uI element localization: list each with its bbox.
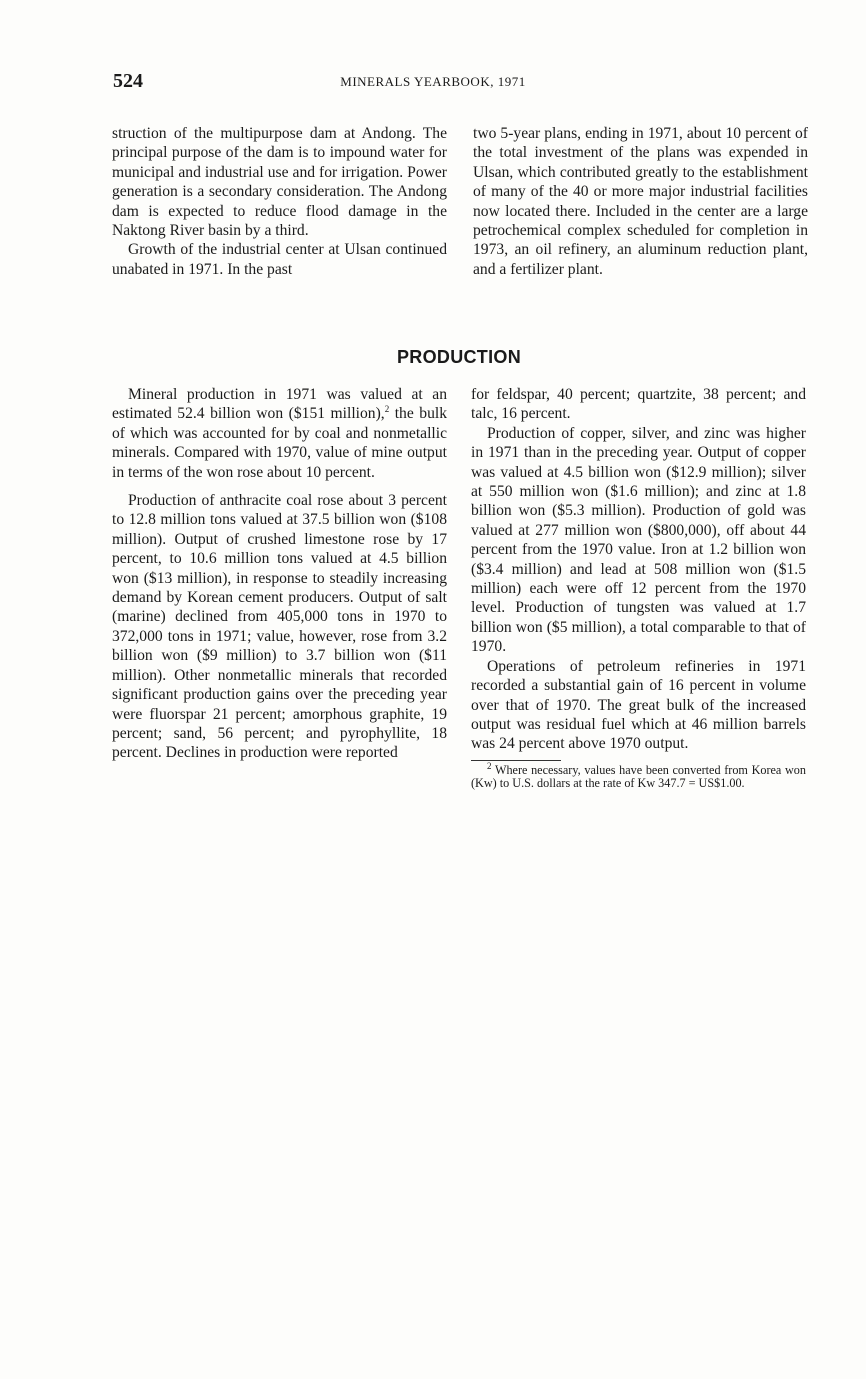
top-left-column (112, 124, 447, 279)
paragraph: for feldspar, 40 percent; quartzite, 38 percent; and talc, 16 percent. (471, 386, 806, 423)
running-head: MINERALS YEARBOOK, 1971 (340, 74, 526, 89)
paragraph: struction of the multipurpose dam at Andong. The principal purpose of the dam is to impound water for municipal and industrial use and for irrigation. Power generation is a secondary consideration. The Andong dam is expected to reduce flood damage in the Naktong River basin by a third. (112, 125, 447, 240)
paragraph-text: Mineral production in 1971 was valued at an estimated 52.4 billion won ($151 million), (112, 386, 447, 423)
paragraph-text: the bulk of which was accounted for by coal and nonmetallic minerals. Compared with 1970, value of mine output in terms of the won rose about 10 percent. (112, 405, 447, 481)
paragraph: Growth of the industrial center at Ulsan continued unabated in 1971. In the past (112, 241, 447, 278)
paragraph: Production of anthracite coal rose about 3 percent to 12.8 million tons valued at 37.5 billion won ($108 million). Output of crushed limestone rose by 17 percent, to 10.6 million tons valued at 4.5 billion won ($13 million), in response to steadily increasing demand by Korean cement producers. Output of salt (marine) declined from 405,000 tons in 1970 to 372,000 tons in 1971; value, however, rose from 3.2 billion won ($9 million) to 3.7 billion won ($11 million). Other nonmetallic minerals that recorded significant production gains over the preceding year were fluorspar 21 percent; amorphous graphite, 19 percent; sand, 56 percent; and pyrophyllite, 18 percent. Declines in production were reported (112, 492, 447, 762)
footnote (471, 760, 806, 790)
production-right-column (471, 385, 806, 790)
footnote-text: Where necessary, values have been converted from Korea won (Kw) to U.S. dollars at the rate of Kw 347.7 = US$1.00. (471, 762, 806, 790)
paragraph: two 5-year plans, ending in 1971, about 10 percent of the total investment of the plans was expended in Ulsan, which contributed greatly to the establishment of many of the 40 or more major industrial facilities now located there. Included in the center are a large petrochemical complex scheduled for completion in 1973, an oil refinery, an aluminum reduction plant, and a fertilizer plant. (473, 125, 808, 278)
paragraph: Operations of petroleum refineries in 1971 recorded a substantial gain of 16 percent in volume over that of 1970. The great bulk of the increased output was residual fuel which at 46 million barrels was 24 percent above 1970 output. (471, 657, 806, 753)
footnote-rule (471, 760, 561, 761)
section-heading: PRODUCTION (397, 347, 521, 367)
top-right-column (473, 124, 808, 279)
footnote-number: 2 (487, 760, 492, 771)
production-left-column (112, 385, 447, 763)
footnote-marker: 2 (384, 404, 390, 415)
paragraph (112, 385, 447, 482)
paragraph: Production of copper, silver, and zinc was higher in 1971 than in the preceding year. Output of copper was valued at 4.5 billion won ($12.9 million); silver at 550 million won ($1.6 million); and zinc at 1.8 billion won ($5.3 million). Production of gold was valued at 277 million won ($800,000), off about 44 percent from the 1970 value. Iron at 1.2 billion won ($3.4 million) and lead at 508 million won ($1.5 million) each were off 12 percent from the 1970 level. Production of tungsten was valued at 1.7 billion won ($5 million), a total comparable to that of 1970. (471, 424, 806, 656)
page-number: 524 (113, 70, 143, 92)
